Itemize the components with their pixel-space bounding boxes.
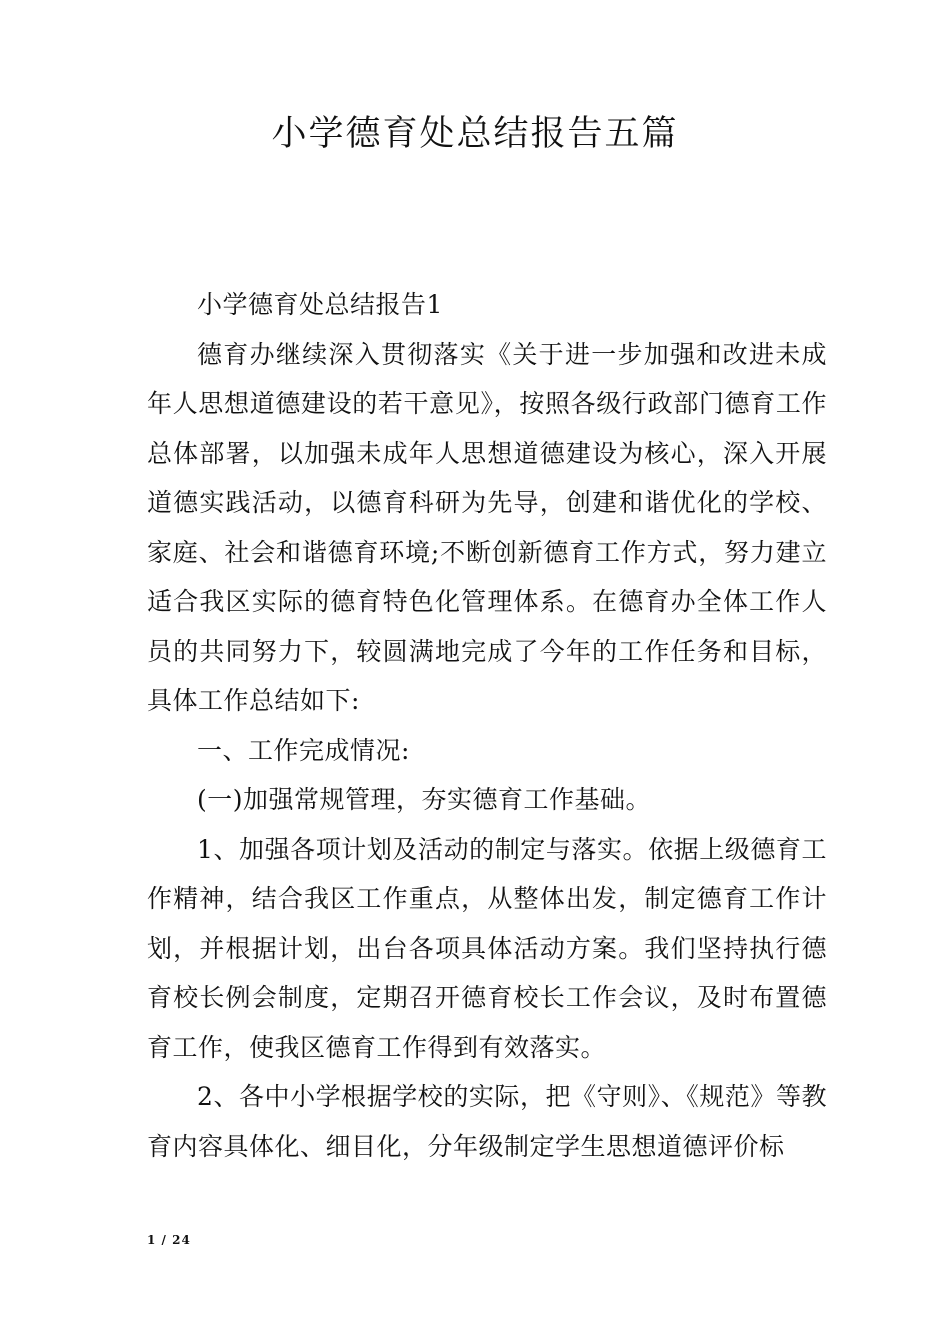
document-title: 小学德育处总结报告五篇 — [271, 114, 679, 154]
section-heading: 小学德育处总结报告1 — [197, 290, 443, 319]
subsection-heading: (一)加强常规管理，夯实德育工作基础。 — [197, 785, 652, 814]
document-body — [147, 280, 827, 1171]
section-heading: 一、工作完成情况: — [197, 735, 410, 765]
body-paragraph: 德育办继续深入贯彻落实《关于进一步加强和改进未成年人思想道德建设的若干意见》，按照各级行政部门德育工作总体部署，以加强未成年人思想道德建设为核心，深入开展道德实践活动，以德育科研为先导，创建和谐优化的学校、家庭、社会和谐德育环境;不断创新德育工作方式，努力建立适合我区实际的德育特色化管理体系。在德育办全体工作人员的共同努力下，较圆满地完成了今年的工作任务和目标，具体工作总结如下: — [147, 339, 827, 715]
body-paragraph: 2、各中小学根据学校的实际，把《守则》、《规范》等教育内容具体化、细目化，分年级制定学生思想道德评价标 — [147, 1082, 827, 1161]
body-paragraph: 1、加强各项计划及活动的制定与落实。依据上级德育工作精神，结合我区工作重点，从整体出发，制定德育工作计划，并根据计划，出台各项具体活动方案。我们坚持执行德育校长例会制度，定期召开德育校长工作会议，及时布置德育工作，使我区德育工作得到有效落实。 — [147, 834, 827, 1062]
page-number: 1 / 24 — [147, 1233, 191, 1247]
